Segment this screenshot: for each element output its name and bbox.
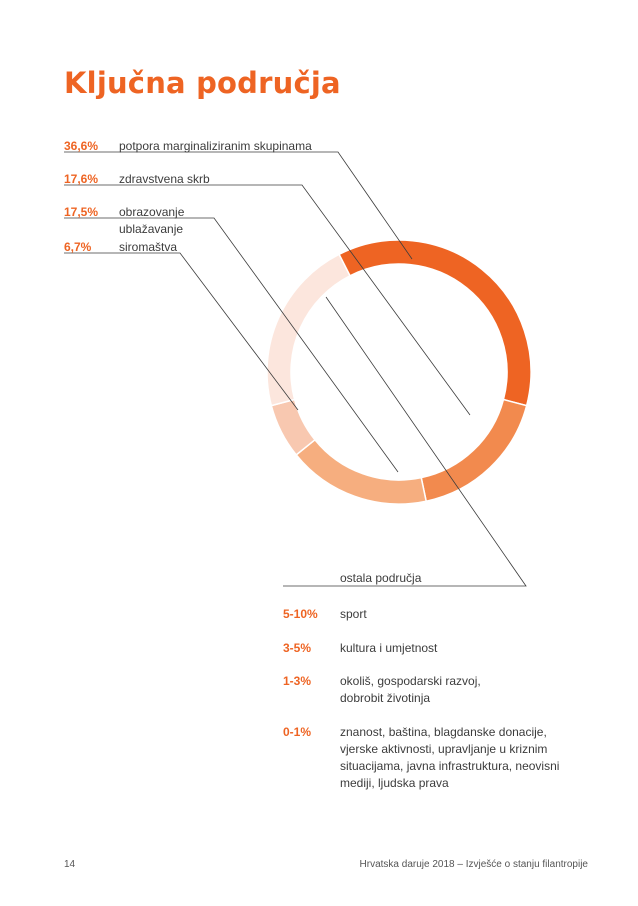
other-areas-title: ostala područja [340, 571, 422, 585]
donut-slices [267, 240, 531, 504]
other-range-okolis: 1-3% [283, 674, 312, 688]
other-range-sport: 5-10% [283, 607, 318, 621]
other-label-sport: sport [340, 607, 367, 621]
slice-label-siromastvo-line1: ublažavanje [119, 222, 184, 236]
slice-zdravstvo [421, 400, 526, 502]
slice-label-obrazovanje: obrazovanje [119, 205, 185, 219]
slice-marginalizirane [339, 240, 531, 406]
other-range-kultura: 3-5% [283, 641, 312, 655]
slice-label-siromastvo-line2: siromaštva [119, 240, 178, 254]
slice-value-marginalizirane: 36,6% [64, 139, 99, 153]
leader-line-marginalizirane [64, 152, 412, 259]
slice-value-siromastvo: 6,7% [64, 240, 92, 254]
other-label-znanost: znanost, baština, blagdanske donacije, vjerske aktivnosti, upravljanje u kriznim situacijama, javna infrastruktura, neovisni mediji, ljudska prava [340, 725, 560, 790]
other-range-znanost: 0-1% [283, 725, 312, 739]
leader-line-siromastvo [64, 253, 298, 410]
slice-label-marginalizirane: potpora marginaliziranim skupinama [119, 139, 312, 153]
other-label-okolis: okoliš, gospodarski razvoj, dobrobit životinja [340, 674, 481, 705]
slice-ostalo [267, 254, 350, 405]
slice-label-zdravstvo: zdravstvena skrb [119, 172, 210, 186]
other-label-kultura: kultura i umjetnost [340, 641, 438, 655]
slice-obrazovanje [296, 440, 426, 504]
publication-title: Hrvatska daruje 2018 – Izvješće o stanju filantropije [359, 859, 588, 870]
slice-value-zdravstvo: 17,6% [64, 172, 99, 186]
page-number: 14 [64, 859, 76, 870]
page-title: Ključna područja [64, 66, 341, 100]
slice-value-obrazovanje: 17,5% [64, 205, 99, 219]
